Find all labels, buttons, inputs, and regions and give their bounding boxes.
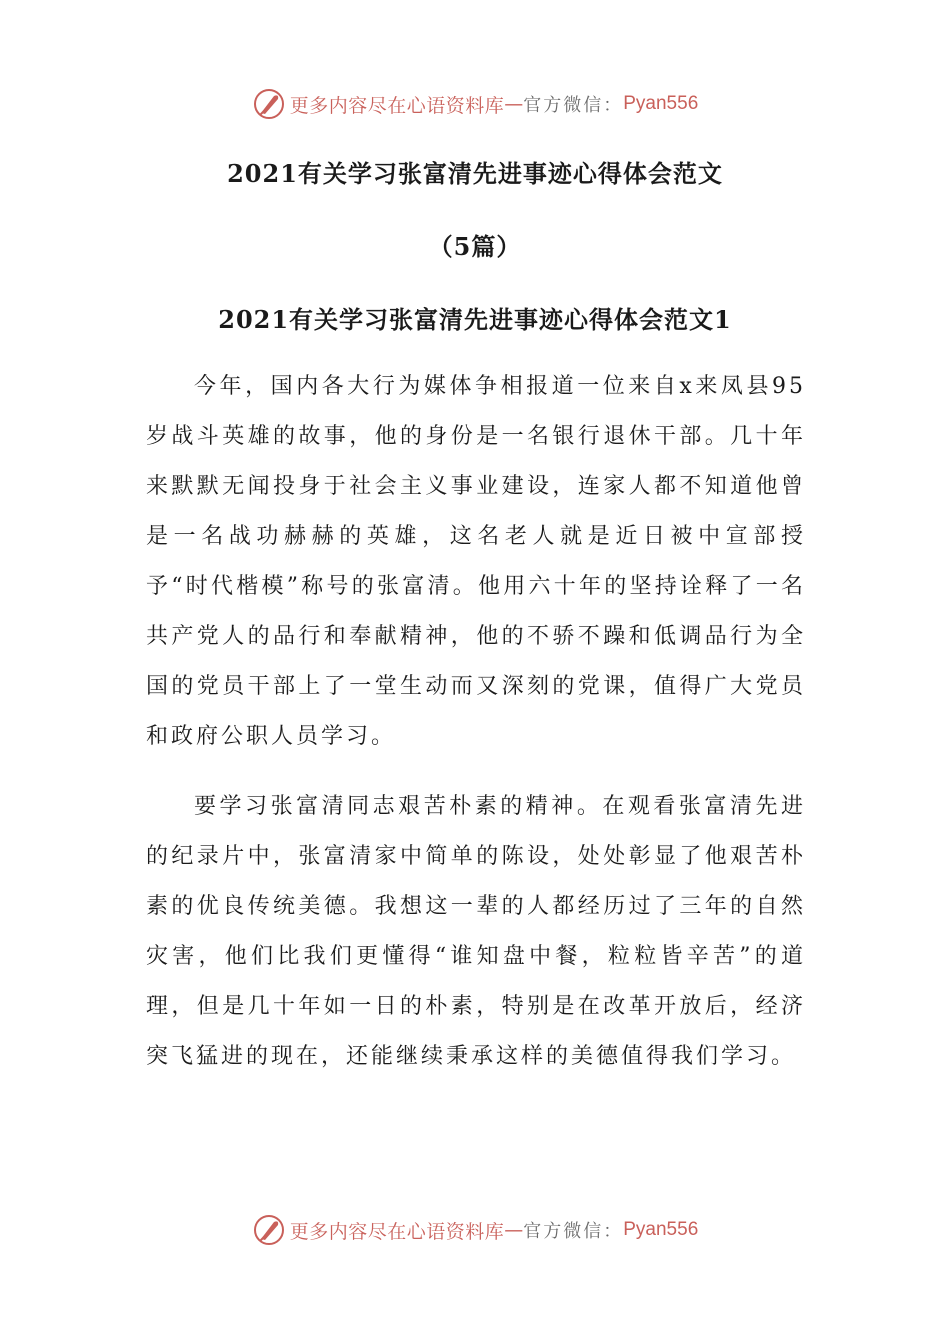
document-count-label: （5篇） [428,232,522,261]
banner-wechat-id: Pyan556 [623,1219,699,1240]
banner-wechat-id: Pyan556 [623,93,699,114]
quill-logo-icon [252,87,286,121]
section-heading: 2021有关学习张富清先进事迹心得体会范文1 [218,305,732,334]
body-paragraph: 要学习张富清同志艰苦朴素的精神。在观看张富清先进的纪录片中，张富清家中简单的陈设，处处彰显了他艰苦朴素的优良传统美德。我想这一辈的人都经历过了三年的自然灾害，他们比我们更懂得“谁知盘中餐，粒粒皆辛苦”的道理，但是几十年如一日的朴素，特别是在改革开放后，经济突飞猛进的现在，还能继续秉承这样的美德值得我们学习。 [146,794,806,1069]
banner-wechat-label: 官方微信： [523,1221,624,1242]
header-banner [0,84,950,124]
banner-main-text: 更多内容尽在心语资料库 [289,94,505,117]
footer-banner [0,1210,950,1250]
banner-wechat-label: 官方微信： [523,95,624,116]
banner-separator: — [504,1219,524,1241]
quill-logo-icon [252,1213,286,1247]
banner-main-text: 更多内容尽在心语资料库 [289,1220,505,1243]
banner-separator: — [504,93,524,115]
body-paragraph: 今年，国内各大行为媒体争相报道一位来自x来凤县95岁战斗英雄的故事，他的身份是一名银行退休干部。几十年来默默无闻投身于社会主义事业建设，连家人都不知道他曾是一名战功赫赫的英雄，这名老人就是近日被中宣部授予“时代楷模”称号的张富清。他用六十年的坚持诠释了一名共产党人的品行和奉献精神，他的不骄不躁和低调品行为全国的党员干部上了一堂生动而又深刻的党课，值得广大党员和政府公职人员学习。 [146,374,806,749]
document-title: 2021有关学习张富清先进事迹心得体会范文 [227,159,723,188]
